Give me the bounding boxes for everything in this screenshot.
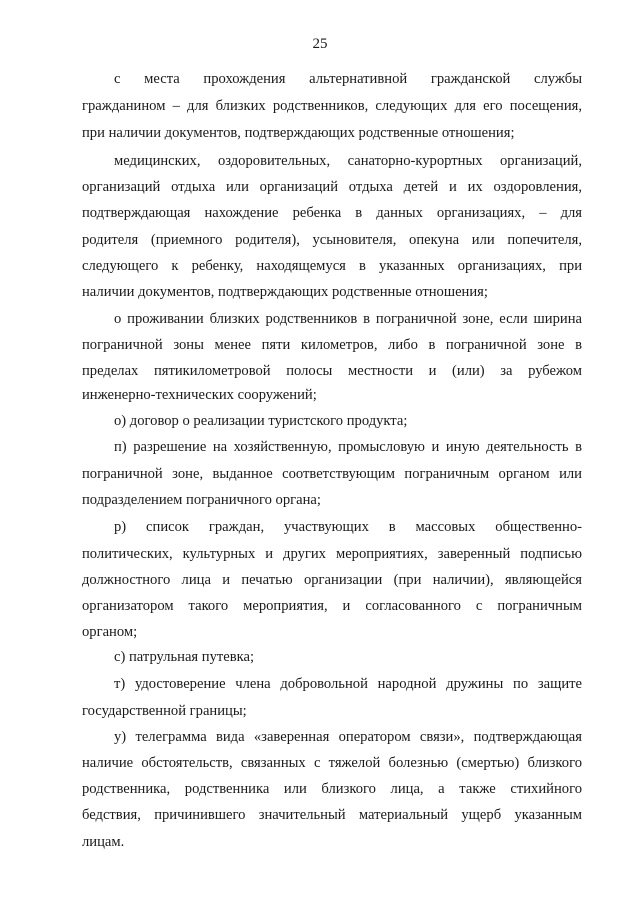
text-line: политических, культурных и других мероприятиях, заверенный подписью xyxy=(82,546,582,562)
text-line: пограничной зоне, выданное соответствующим пограничным органом или xyxy=(82,466,582,482)
text-line: следующего к ребенку, находящемуся в указанных организациях, при xyxy=(82,258,582,274)
text-line: органом; xyxy=(82,624,138,640)
text-line: организаций отдыха или организаций отдыха детей и их оздоровления, xyxy=(82,179,582,195)
text-line: подтверждающая нахождение ребенка в данных организациях, – для xyxy=(82,205,582,221)
text-line: медицинских, оздоровительных, санаторно-курортных организаций, xyxy=(114,153,582,169)
text-line: о) договор о реализации туристского продукта; xyxy=(114,413,408,429)
text-line: гражданином – для близких родственников, следующих для его посещения, xyxy=(82,98,582,114)
text-line: наличие обстоятельств, связанных с тяжелой болезнью (смертью) близкого xyxy=(82,755,582,771)
text-line: с) патрульная путевка; xyxy=(114,649,255,665)
page-number: 25 xyxy=(312,36,328,52)
text-line: государственной границы; xyxy=(82,703,247,719)
text-line: у) телеграмма вида «заверенная оператором связи», подтверждающая xyxy=(114,729,582,745)
text-line: родственника, родственника или близкого лица, а также стихийного xyxy=(82,781,582,797)
text-line: п) разрешение на хозяйственную, промысловую и иную деятельность в xyxy=(114,439,582,455)
text-line: родителя (приемного родителя), усыновителя, опекуна или попечителя, xyxy=(82,232,582,248)
text-line: должностного лица и печатью организации (при наличии), являющейся xyxy=(82,572,582,588)
text-line: бедствия, причинившего значительный материальный ущерб указанным xyxy=(82,807,582,823)
text-line: пограничной зоны менее пяти километров, либо в пограничной зоне в xyxy=(82,337,582,353)
text-line: наличии документов, подтверждающих родственные отношения; xyxy=(82,284,488,300)
text-line: подразделением пограничного органа; xyxy=(82,492,321,508)
text-line: пределах пятикилометровой полосы местности и (или) за рубежом xyxy=(82,363,582,379)
text-line: организатором такого мероприятия, и согласованного с пограничным xyxy=(82,598,582,614)
text-line: о проживании близких родственников в пограничной зоне, если ширина xyxy=(114,311,582,327)
text-line: с места прохождения альтернативной гражданской службы xyxy=(114,71,582,87)
text-line: т) удостоверение члена добровольной народной дружины по защите xyxy=(114,676,582,692)
text-line: инженерно-технических сооружений; xyxy=(82,387,317,403)
text-line: р) список граждан, участвующих в массовых общественно- xyxy=(114,519,582,535)
text-line: при наличии документов, подтверждающих родственные отношения; xyxy=(82,125,515,141)
text-line: лицам. xyxy=(82,834,125,850)
